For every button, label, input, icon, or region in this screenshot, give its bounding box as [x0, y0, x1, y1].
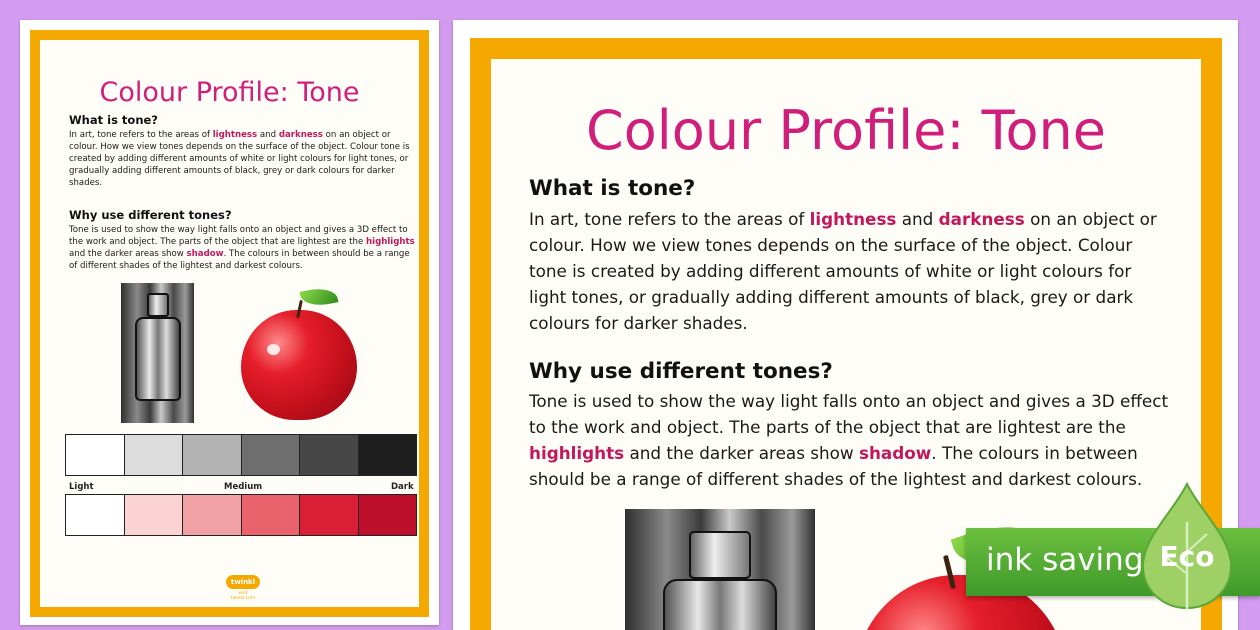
large-highlight-shadow: shadow: [858, 443, 932, 463]
small-sheet-frame: [30, 30, 429, 617]
red-swatch-1: [66, 495, 125, 535]
small-heading-why-use-tones: Why use different tones?: [69, 208, 232, 222]
large-bottle-image: [625, 509, 815, 630]
large-heading-why-use-tones: Why use different tones?: [529, 359, 833, 384]
small-preview-sheet[interactable]: [20, 20, 439, 625]
grey-swatch-6: [359, 435, 417, 475]
small-highlight-highlights: highlights: [366, 237, 415, 247]
small-label-dark: Dark: [391, 482, 414, 492]
large-title: Colour Profile: Tone: [586, 99, 1106, 162]
small-title: Colour Profile: Tone: [99, 77, 360, 108]
twinkl-logo: twinkl: [226, 575, 260, 589]
small-bottle-image: [121, 283, 194, 423]
small-highlight-lightness: lightness: [212, 130, 258, 140]
small-label-medium: Medium: [224, 482, 263, 492]
ink-saving-text: ink saving: [986, 542, 1144, 578]
small-red-tone-scale: [65, 494, 417, 536]
grey-swatch-4: [242, 435, 301, 475]
small-paragraph-what-is-tone: In art, tone refers to the areas of lightness and darkness on an object or colour. How we view tones depends on the surface of the object. Colour tone is created by adding different amounts of white or light colours for light tones, or gradually adding different amounts of black, grey or dark colours for darker shades.: [69, 130, 410, 188]
large-heading-what-is-tone: What is tone?: [529, 176, 696, 201]
red-swatch-6: [359, 495, 417, 535]
grey-swatch-5: [300, 435, 359, 475]
large-highlight-darkness: darkness: [938, 209, 1025, 229]
grey-swatch-1: [66, 435, 125, 475]
red-swatch-2: [125, 495, 184, 535]
grey-swatch-2: [125, 435, 184, 475]
small-highlight-shadow: shadow: [186, 249, 224, 259]
large-paragraph-why-use-tones: Tone is used to show the way light falls onto an object and gives a 3D effect to the work and object. The parts of the object that are lightest are the highlights and the darker areas show shadow. The colours in between should be a range of different shades of the lightest and darkest colours.: [529, 391, 1169, 489]
red-swatch-5: [300, 495, 359, 535]
eco-label: Eco: [1159, 540, 1215, 573]
small-heading-what-is-tone: What is tone?: [69, 113, 158, 127]
small-highlight-darkness: darkness: [278, 130, 323, 140]
small-paragraph-why-use-tones: Tone is used to show the way light falls onto an object and gives a 3D effect to the work and object. The parts of the object that are lightest are the highlights and the darker areas show shadow. The colours in between should be a range of different shades of the lightest and darkest colours.: [69, 225, 415, 271]
large-highlight-highlights: highlights: [529, 443, 625, 463]
small-label-light: Light: [69, 482, 94, 492]
small-grey-tone-scale: [65, 434, 417, 476]
twinkl-url: visit twinkl.com: [230, 591, 256, 601]
red-swatch-4: [242, 495, 301, 535]
small-apple-image: [241, 310, 357, 420]
large-highlight-lightness: lightness: [809, 209, 897, 229]
red-swatch-3: [183, 495, 242, 535]
grey-swatch-3: [183, 435, 242, 475]
large-paragraph-what-is-tone: In art, tone refers to the areas of lightness and darkness on an object or colour. How we view tones depends on the surface of the object. Colour tone is created by adding different amounts of white or light colours for light tones, or gradually adding different amounts of black, grey or dark colours for darker shades.: [529, 209, 1157, 333]
